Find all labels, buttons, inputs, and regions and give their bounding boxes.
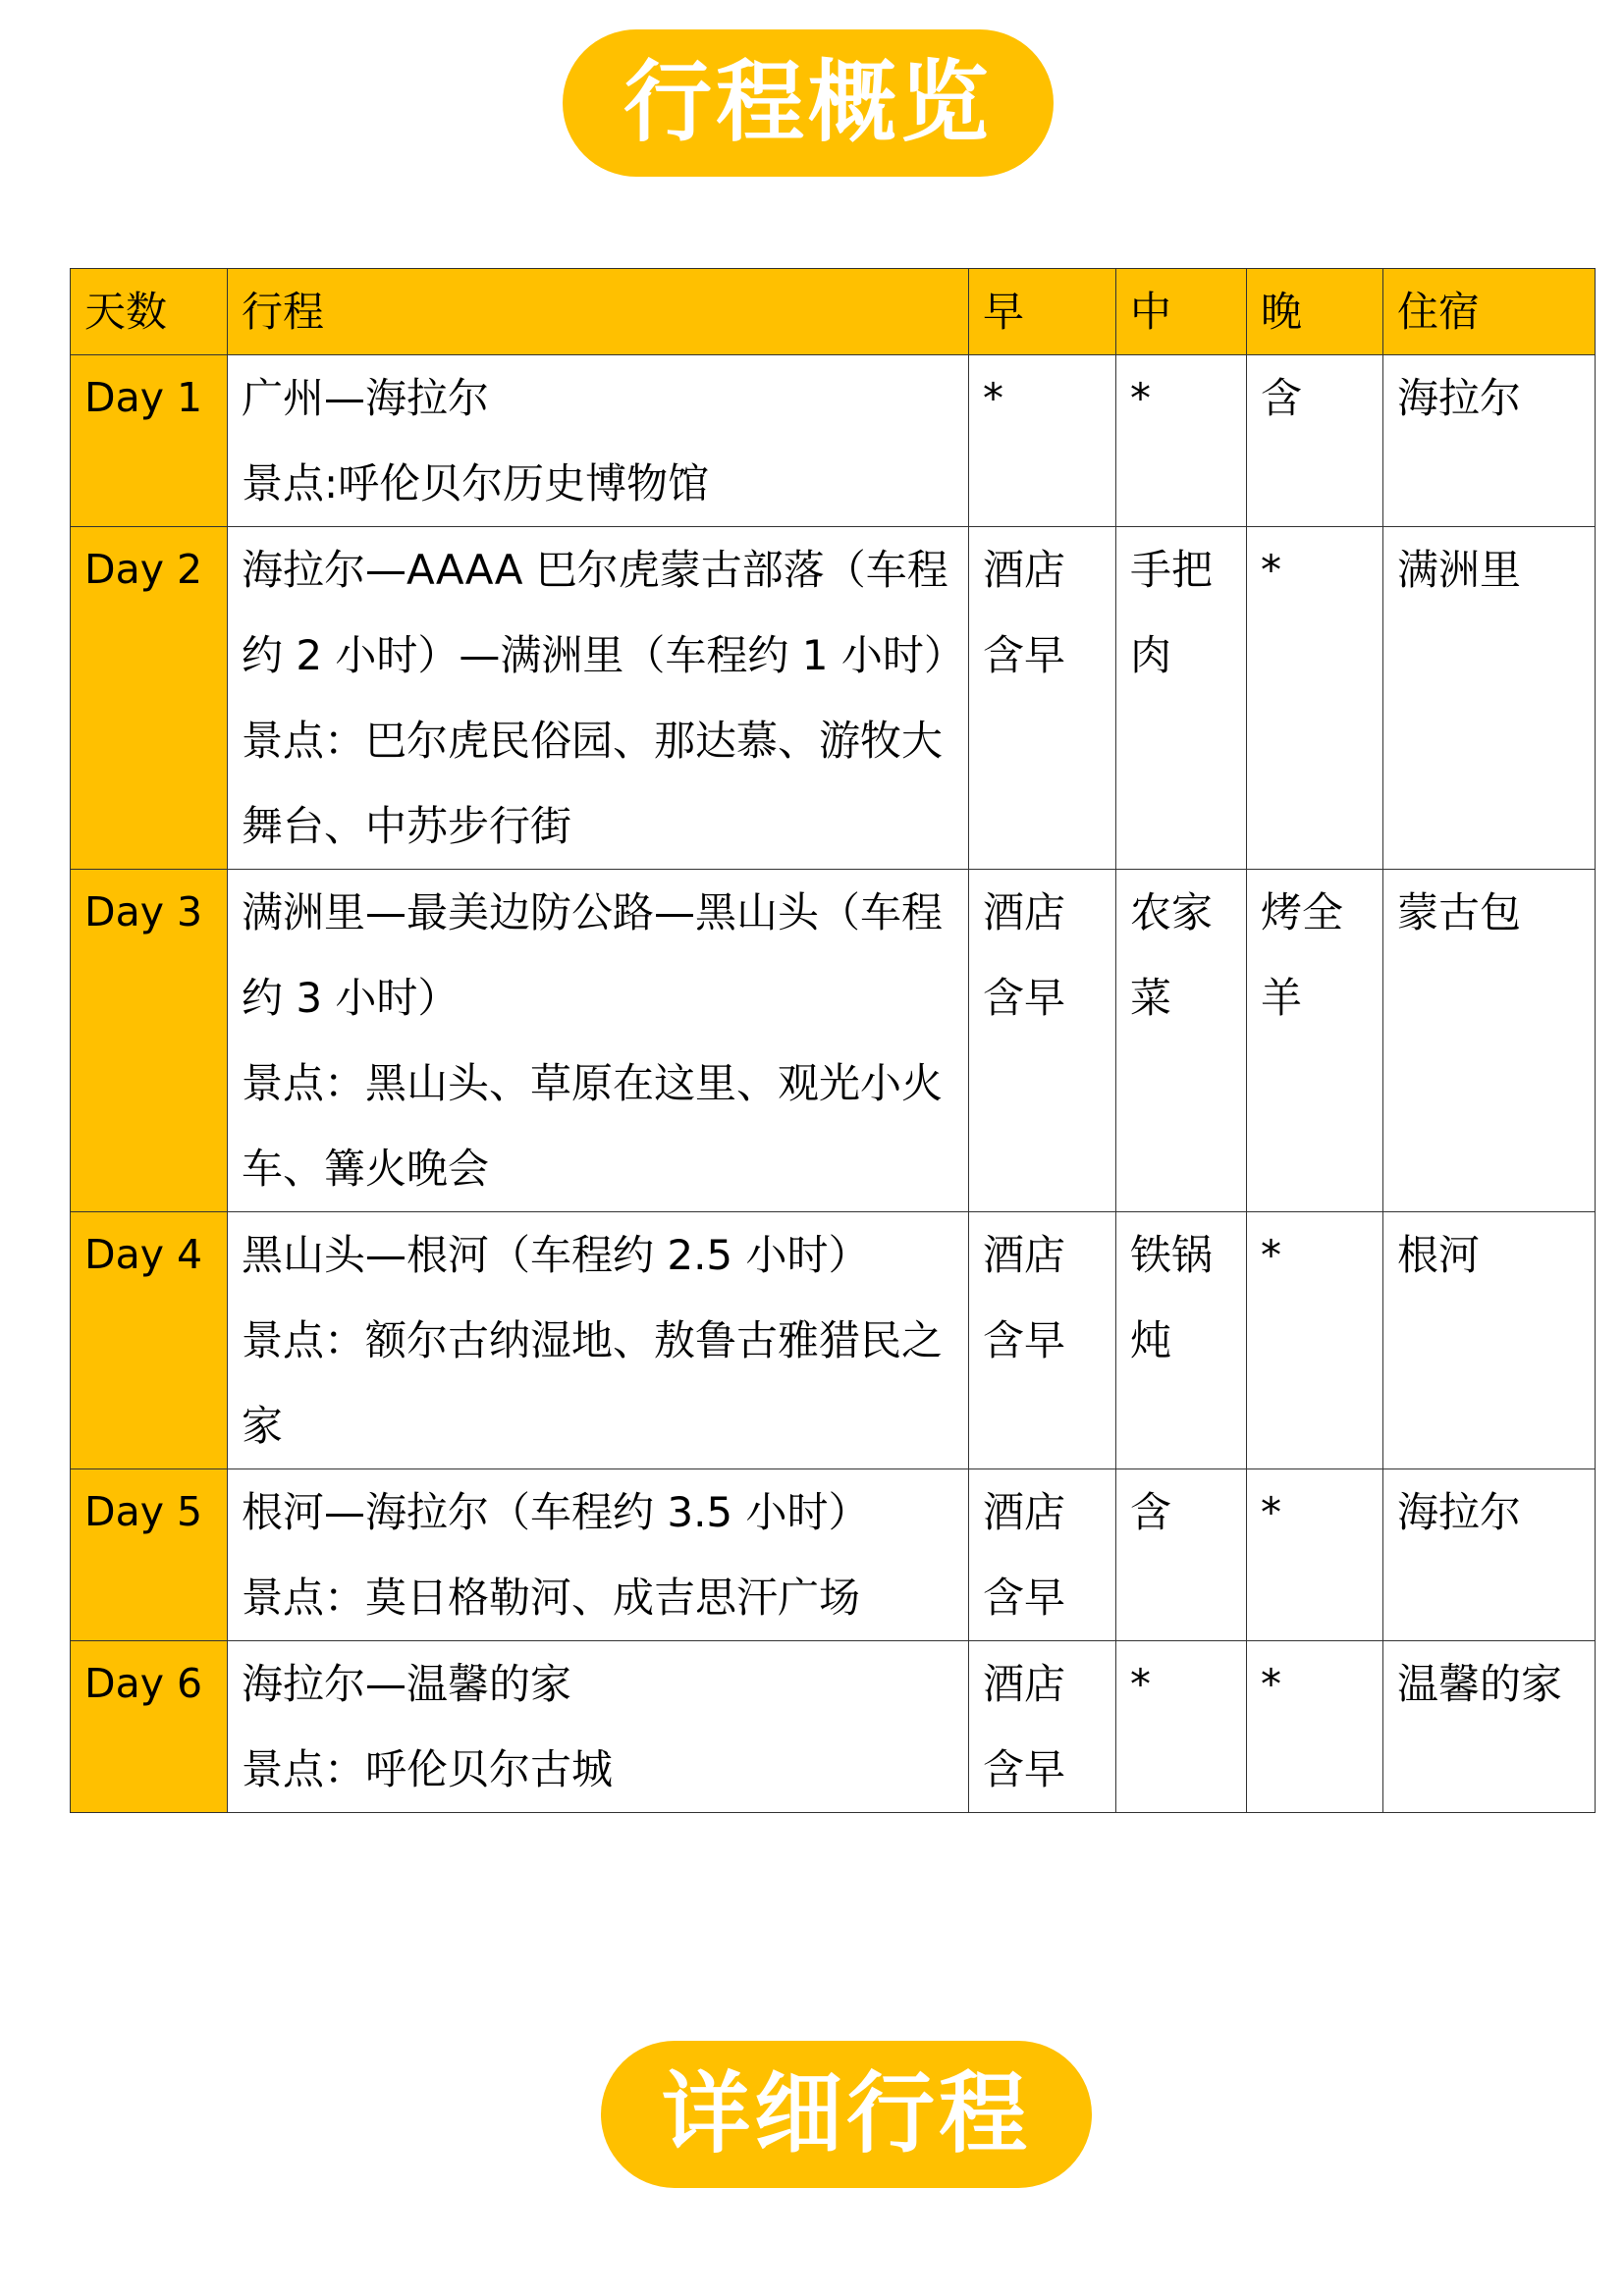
route-text: 广州—海拉尔 xyxy=(242,374,490,422)
stay-cell: 蒙古包 xyxy=(1383,870,1596,1212)
route-text: 海拉尔—温馨的家 xyxy=(242,1660,572,1708)
itinerary-overview-title: 行程概览 xyxy=(563,29,1054,177)
table-header-row xyxy=(71,269,1596,355)
header-breakfast: 早 xyxy=(969,269,1116,355)
sights-text: 景点:呼伦贝尔历史博物馆 xyxy=(242,459,710,507)
day-cell: Day 5 xyxy=(71,1469,228,1641)
header-lunch: 中 xyxy=(1116,269,1247,355)
lunch-cell: 含 xyxy=(1116,1469,1247,1641)
header-dinner: 晚 xyxy=(1247,269,1383,355)
route-cell xyxy=(228,1212,969,1469)
breakfast-cell: * xyxy=(969,355,1116,527)
itinerary-table xyxy=(70,268,1596,1813)
lunch-cell: * xyxy=(1116,1641,1247,1813)
route-cell xyxy=(228,1641,969,1813)
lunch-cell: 手把肉 xyxy=(1116,527,1247,870)
lunch-cell: 农家菜 xyxy=(1116,870,1247,1212)
table-row xyxy=(71,527,1596,870)
header-route: 行程 xyxy=(228,269,969,355)
dinner-cell: 烤全羊 xyxy=(1247,870,1383,1212)
route-cell xyxy=(228,870,969,1212)
route-cell xyxy=(228,1469,969,1641)
header-day: 天数 xyxy=(71,269,228,355)
breakfast-cell: 酒店含早 xyxy=(969,1212,1116,1469)
stay-cell: 海拉尔 xyxy=(1383,1469,1596,1641)
stay-cell: 满洲里 xyxy=(1383,527,1596,870)
route-text: 海拉尔—AAAA 巴尔虎蒙古部落（车程约 2 小时）—满洲里（车程约 1 小时） xyxy=(242,546,965,679)
route-text: 根河—海拉尔（车程约 3.5 小时） xyxy=(242,1488,870,1536)
day-cell: Day 3 xyxy=(71,870,228,1212)
dinner-cell: * xyxy=(1247,1469,1383,1641)
dinner-cell: * xyxy=(1247,527,1383,870)
sights-text: 景点：巴尔虎民俗园、那达慕、游牧大舞台、中苏步行街 xyxy=(242,717,944,850)
stay-cell: 根河 xyxy=(1383,1212,1596,1469)
route-text: 黑山头—根河（车程约 2.5 小时） xyxy=(242,1231,870,1279)
detailed-itinerary-title: 详细行程 xyxy=(601,2041,1092,2188)
sights-text: 景点：莫日格勒河、成吉思汗广场 xyxy=(242,1574,861,1622)
breakfast-cell: 酒店含早 xyxy=(969,527,1116,870)
sights-text: 景点：黑山头、草原在这里、观光小火车、篝火晚会 xyxy=(242,1059,944,1193)
day-cell: Day 6 xyxy=(71,1641,228,1813)
day-cell: Day 1 xyxy=(71,355,228,527)
dinner-cell: 含 xyxy=(1247,355,1383,527)
sights-text: 景点：呼伦贝尔古城 xyxy=(242,1745,614,1793)
dinner-cell: * xyxy=(1247,1641,1383,1813)
breakfast-cell: 酒店含早 xyxy=(969,1469,1116,1641)
header-stay: 住宿 xyxy=(1383,269,1596,355)
table-row xyxy=(71,1212,1596,1469)
table-row xyxy=(71,1469,1596,1641)
sights-text: 景点：额尔古纳湿地、敖鲁古雅猎民之家 xyxy=(242,1316,944,1450)
breakfast-cell: 酒店含早 xyxy=(969,870,1116,1212)
day-cell: Day 2 xyxy=(71,527,228,870)
table-row xyxy=(71,1641,1596,1813)
breakfast-cell: 酒店含早 xyxy=(969,1641,1116,1813)
stay-cell: 海拉尔 xyxy=(1383,355,1596,527)
table-row xyxy=(71,870,1596,1212)
day-cell: Day 4 xyxy=(71,1212,228,1469)
stay-cell: 温馨的家 xyxy=(1383,1641,1596,1813)
route-cell xyxy=(228,355,969,527)
dinner-cell: * xyxy=(1247,1212,1383,1469)
route-cell xyxy=(228,527,969,870)
route-text: 满洲里—最美边防公路—黑山头（车程约 3 小时） xyxy=(242,888,944,1022)
lunch-cell: * xyxy=(1116,355,1247,527)
lunch-cell: 铁锅炖 xyxy=(1116,1212,1247,1469)
table-row xyxy=(71,355,1596,527)
